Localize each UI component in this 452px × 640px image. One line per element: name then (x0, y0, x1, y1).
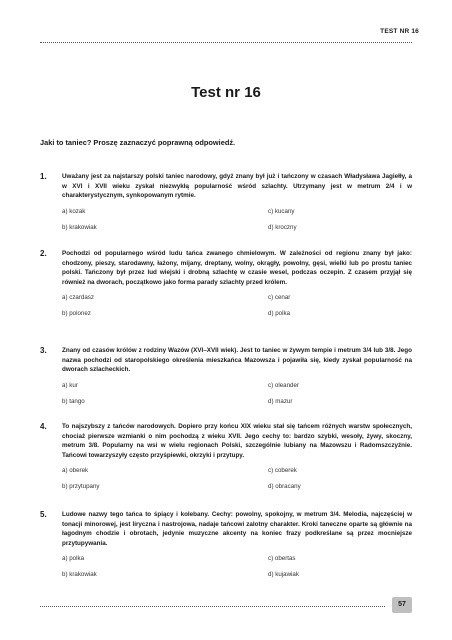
answer-options (62, 382, 412, 416)
running-header: TEST NR 16 (380, 28, 419, 35)
option-b[interactable]: b) krakowiak (62, 223, 97, 231)
option-a[interactable]: a) polka (62, 555, 85, 563)
option-d[interactable]: d) obracany (268, 483, 301, 491)
option-d[interactable]: d) kroczny (268, 223, 297, 231)
option-c[interactable]: c) coberek (268, 467, 297, 475)
question-text: Pochodzi od popularnego wśród ludu tańca zwanego chmielowym. W zależności od regionu znany był jako: chodzony, pieszy, starodawny, łażony, mijany, dreptany, wolny, okrągły, powolny, gęsi, wielki lub po prostu taniec polski. Tańczony był przez lud wiejski i drobną szlachtę w czasie wesel, podczas oczepin. Z czasem przyjął się również na dworach, początkowo jako forma parady szlachty przed królem. (62, 250, 412, 286)
question-1 (40, 172, 412, 242)
page-number: 57 (392, 597, 412, 613)
question-number: 4. (40, 422, 47, 431)
question-number: 1. (40, 172, 47, 181)
question-4 (40, 422, 412, 501)
answer-options (62, 208, 412, 242)
question-text: Uważany jest za najstarszy polski taniec narodowy, gdyż znany był już i tańczony w czasach Władysława Jagiełły, a w XVI i XVII wieku zyskał niezwykłą popularność wśród szlachty. Utrzymany jest w metrum 2/4 i w charakterystycznym, synkopowanym rytmie. (62, 173, 412, 200)
question-text: Ludowe nazwy tego tańca to śpiący i kolebany. Cechy: powolny, spokojny, w metrum 3/4. Melodia, najczęściej w tonacji minorowej, jest liryczna i nastrojowa, nadaje tańcowi zalotny charakter. Kroki taneczne oparte są głównie na łagodnym chodzie i obrotach, jedynie muzyczne akcenty na koniec frazy podkreślane są przez mocniejsze przytupywania. (62, 511, 412, 547)
footer-divider (40, 606, 385, 607)
option-b[interactable]: b) przytupany (62, 483, 100, 491)
option-a[interactable]: a) kozak (62, 207, 86, 215)
header-divider (40, 42, 412, 43)
question-text: To najszybszy z tańców narodowych. Dopiero przy końcu XIX wieku stał się tańcem różnych warstw społecznych, chociaż pierwsze wzmianki o nim pochodzą z wieku XVII. Jego cechy to: bardzo szybki, wesoły, żywy, skoczny, metrum 3/8. Popularny na wsi w wielu regionach Polski, szczególnie lubiany na Mazowszu i Radomszczyźnie. Tańcowi towarzyszyły często przyśpiewki, okrzyki i przytupy. (62, 423, 412, 459)
question-3 (40, 346, 412, 416)
answer-options (62, 467, 412, 501)
question-number: 5. (40, 510, 47, 519)
question-5 (40, 510, 412, 589)
option-a[interactable]: a) kur (62, 381, 78, 389)
question-text: Znany od czasów królów z rodziny Wazów (XVI–XVII wiek). Jest to taniec w żywym tempie i metrum 3/4 lub 3/8. Jego nazwa pochodzi od staropolskiego określenia mieszkańca Mazowsza i pojawiła się, kiedy zyskał popularność na dworach szlacheckich. (62, 347, 412, 374)
option-a[interactable]: a) oberek (62, 467, 89, 475)
question-number: 2. (40, 249, 47, 258)
instruction-text: Jaki to taniec? Proszę zaznaczyć poprawną odpowiedź. (40, 138, 236, 147)
answer-options (62, 555, 412, 589)
option-b[interactable]: b) tango (62, 397, 85, 405)
answer-options (62, 294, 412, 328)
option-b[interactable]: b) krakowiak (62, 571, 97, 579)
option-c[interactable]: c) obertas (268, 555, 296, 563)
page-title: Test nr 16 (191, 84, 261, 101)
option-d[interactable]: d) kujawiak (268, 571, 299, 579)
question-number: 3. (40, 346, 47, 355)
option-a[interactable]: a) czardasz (62, 294, 94, 302)
option-c[interactable]: c) cenar (268, 294, 291, 302)
question-2 (40, 249, 412, 328)
option-b[interactable]: b) polonez (62, 310, 91, 318)
option-d[interactable]: d) polka (268, 310, 291, 318)
option-c[interactable]: c) oleander (268, 381, 299, 389)
option-d[interactable]: d) mazur (268, 397, 293, 405)
option-c[interactable]: c) kucany (268, 207, 295, 215)
